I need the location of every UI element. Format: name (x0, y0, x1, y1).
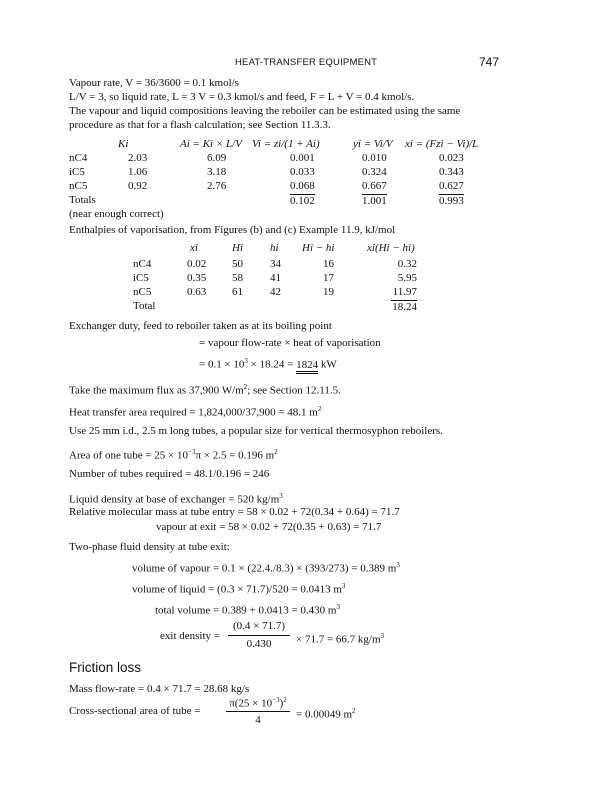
flash-cell: 3.18 (207, 166, 227, 178)
tube-size-line: Use 25 mm i.d., 2.5 m long tubes, a popular size for vertical thermosyphon reboilers. (69, 425, 443, 437)
enthalpy-intro: Enthalpies of vaporisation, from Figures (b) and (c) Example 11.9, kJ/mol (69, 224, 396, 236)
flash-cell: 0.068 (290, 180, 315, 192)
flux-line: Take the maximum flux as 37,900 $W/m^2$; see Section 12.11.5. (69, 383, 341, 397)
intro-line-4: procedure as that for a flash calculation; see Section 11.3.3. (69, 119, 331, 131)
enth-cell: 34 (270, 258, 281, 270)
one-tube-area-line: Area of one tube = $25 \times 10^{-3}\pi \times 2.5 = 0.196$ $m^2$ (69, 448, 278, 462)
two-phase-line: Two-phase fluid density at tube exit: (69, 541, 230, 553)
enth-cell: 41 (270, 272, 281, 284)
flash-cell: 0.92 (128, 180, 148, 192)
flash-cell: 0.324 (362, 166, 387, 178)
rmm-exit-line: vapour at exit = 58 × 0.02 + 72(0.35 + 0.63) = 71.7 (156, 521, 382, 533)
flash-total-x: 0.993 (439, 195, 464, 207)
cross-section-denominator: 4 (255, 714, 261, 726)
enth-cell: 58 (232, 272, 243, 284)
enth-header-x: xi (190, 242, 198, 254)
enth-cell: 50 (232, 258, 243, 270)
enth-header-diff: Hi − hi (302, 242, 335, 254)
running-header: HEAT-TRANSFER EQUIPMENT (235, 57, 378, 68)
flash-cell: 0.023 (439, 152, 464, 164)
duty-line-3: = $0.1 \times 10^3 \times 18.24 = 1824$ kW (199, 355, 337, 372)
flash-header-x: xi = (Fzi − Vi)/L (405, 138, 479, 150)
enth-cell: 11.97 (392, 286, 417, 298)
duty-line-2: = vapour flow-rate × heat of vaporisation (199, 337, 381, 349)
enth-header-h: hi (270, 242, 279, 254)
enth-row-name: iC5 (133, 272, 149, 284)
enth-cell: 0.02 (187, 258, 207, 270)
intro-line-3: The vapour and liquid compositions leaving the reboiler can be estimated using the same (69, 105, 461, 117)
enth-header-H: Hi (232, 242, 243, 254)
exit-density-fraction-bar (228, 635, 290, 636)
flash-cell: 0.343 (439, 166, 464, 178)
flash-header-k: Ki (118, 138, 129, 150)
duty-value: 1824 (296, 359, 318, 374)
flash-cell: 1.06 (128, 166, 148, 178)
liquid-density-line: Liquid density at base of exchanger = 520 $kg/m^3$ (69, 492, 283, 506)
vapour-volume-line: volume of vapour = 0.1 × (22.4./8.3) × (393/273) = 0.389 $m^3$ (132, 561, 400, 575)
num-tubes-line: Number of tubes required = 48.1/0.196 = 246 (69, 468, 270, 480)
enth-cell: 17 (323, 272, 334, 284)
flash-row-name: nC5 (69, 180, 88, 192)
flash-header-v: Vi = zi/(1 + Ai) (252, 138, 320, 150)
flash-cell: 2.76 (207, 180, 227, 192)
cross-section-label: Cross-sectional area of tube = (69, 705, 201, 717)
exit-density-result: × 71.7 = 66.7 $kg/m^3$ (296, 632, 385, 646)
vapour-rate-line: Vapour rate, V = 36/3600 = 0.1 kmol/s (69, 77, 239, 89)
flash-cell: 0.001 (290, 152, 315, 164)
flash-total-y: 1.001 (362, 195, 387, 207)
enth-cell: 0.63 (187, 286, 207, 298)
flash-header-y: yi = Vi/V (353, 138, 393, 150)
flash-totals-label: Totals (69, 194, 96, 206)
flash-total-v: 0.102 (290, 195, 315, 207)
exit-density-label: exit density = (160, 630, 220, 642)
flash-cell: 0.627 (439, 180, 464, 192)
liquid-volume-line: volume of liquid = (0.3 × 71.7)/520 = 0.0413 $m^3$ (132, 582, 346, 596)
total-volume-line: total volume = 0.389 + 0.0413 = 0.430 $m^3$ (155, 603, 340, 617)
enth-cell: 5.95 (397, 272, 417, 284)
exit-density-denominator: 0.430 (246, 638, 272, 650)
page-number: 747 (479, 55, 500, 69)
enth-total-value: 18.24 (392, 301, 417, 313)
flash-note: (near enough correct) (69, 208, 164, 220)
exit-density-numerator: (0.4 × 71.7) (232, 620, 286, 632)
enth-cell: 0.32 (397, 258, 417, 270)
flash-header-a: Ai = Ki × L/V (180, 138, 242, 150)
enth-row-name: nC4 (133, 258, 152, 270)
liquid-rate-line: L/V = 3, so liquid rate, L = 3 V = 0.3 kmol/s and feed, F = L + V = 0.4 kmol/s. (69, 91, 415, 103)
cross-section-result: = 0.00049 $m^2$ (296, 707, 356, 721)
flash-cell: 2.03 (128, 152, 148, 164)
enth-cell: 42 (270, 286, 281, 298)
mass-flow-line: Mass flow-rate = 0.4 × 71.7 = 28.68 kg/s (69, 683, 250, 695)
enth-header-prod: xi(Hi − hi) (367, 242, 415, 254)
rmm-entry-line: Relative molecular mass at tube entry = 58 × 0.02 + 72(0.34 + 0.64) = 71.7 (69, 506, 400, 518)
cross-section-fraction-bar (226, 711, 290, 712)
enth-total-label: Total (133, 300, 156, 312)
flash-cell: 6.09 (207, 152, 227, 164)
enth-row-name: nC5 (133, 286, 152, 298)
enth-cell: 61 (232, 286, 243, 298)
area-line: Heat transfer area required = 1,824,000/37,900 = 48.1 $m^2$ (69, 405, 322, 419)
flash-cell: 0.010 (362, 152, 387, 164)
enth-cell: 16 (323, 258, 334, 270)
duty-line-1: Exchanger duty, feed to reboiler taken as at its boiling point (69, 320, 332, 332)
enth-cell: 19 (323, 286, 334, 298)
flash-row-name: nC4 (69, 152, 88, 164)
enth-cell: 0.35 (187, 272, 207, 284)
flash-cell: 0.667 (362, 180, 387, 192)
flash-cell: 0.033 (290, 166, 315, 178)
section-heading-friction-loss: Friction loss (69, 660, 142, 675)
cross-section-numerator: $\pi(25 \times 10^{-3})^2$ (229, 696, 287, 710)
flash-row-name: iC5 (69, 166, 85, 178)
